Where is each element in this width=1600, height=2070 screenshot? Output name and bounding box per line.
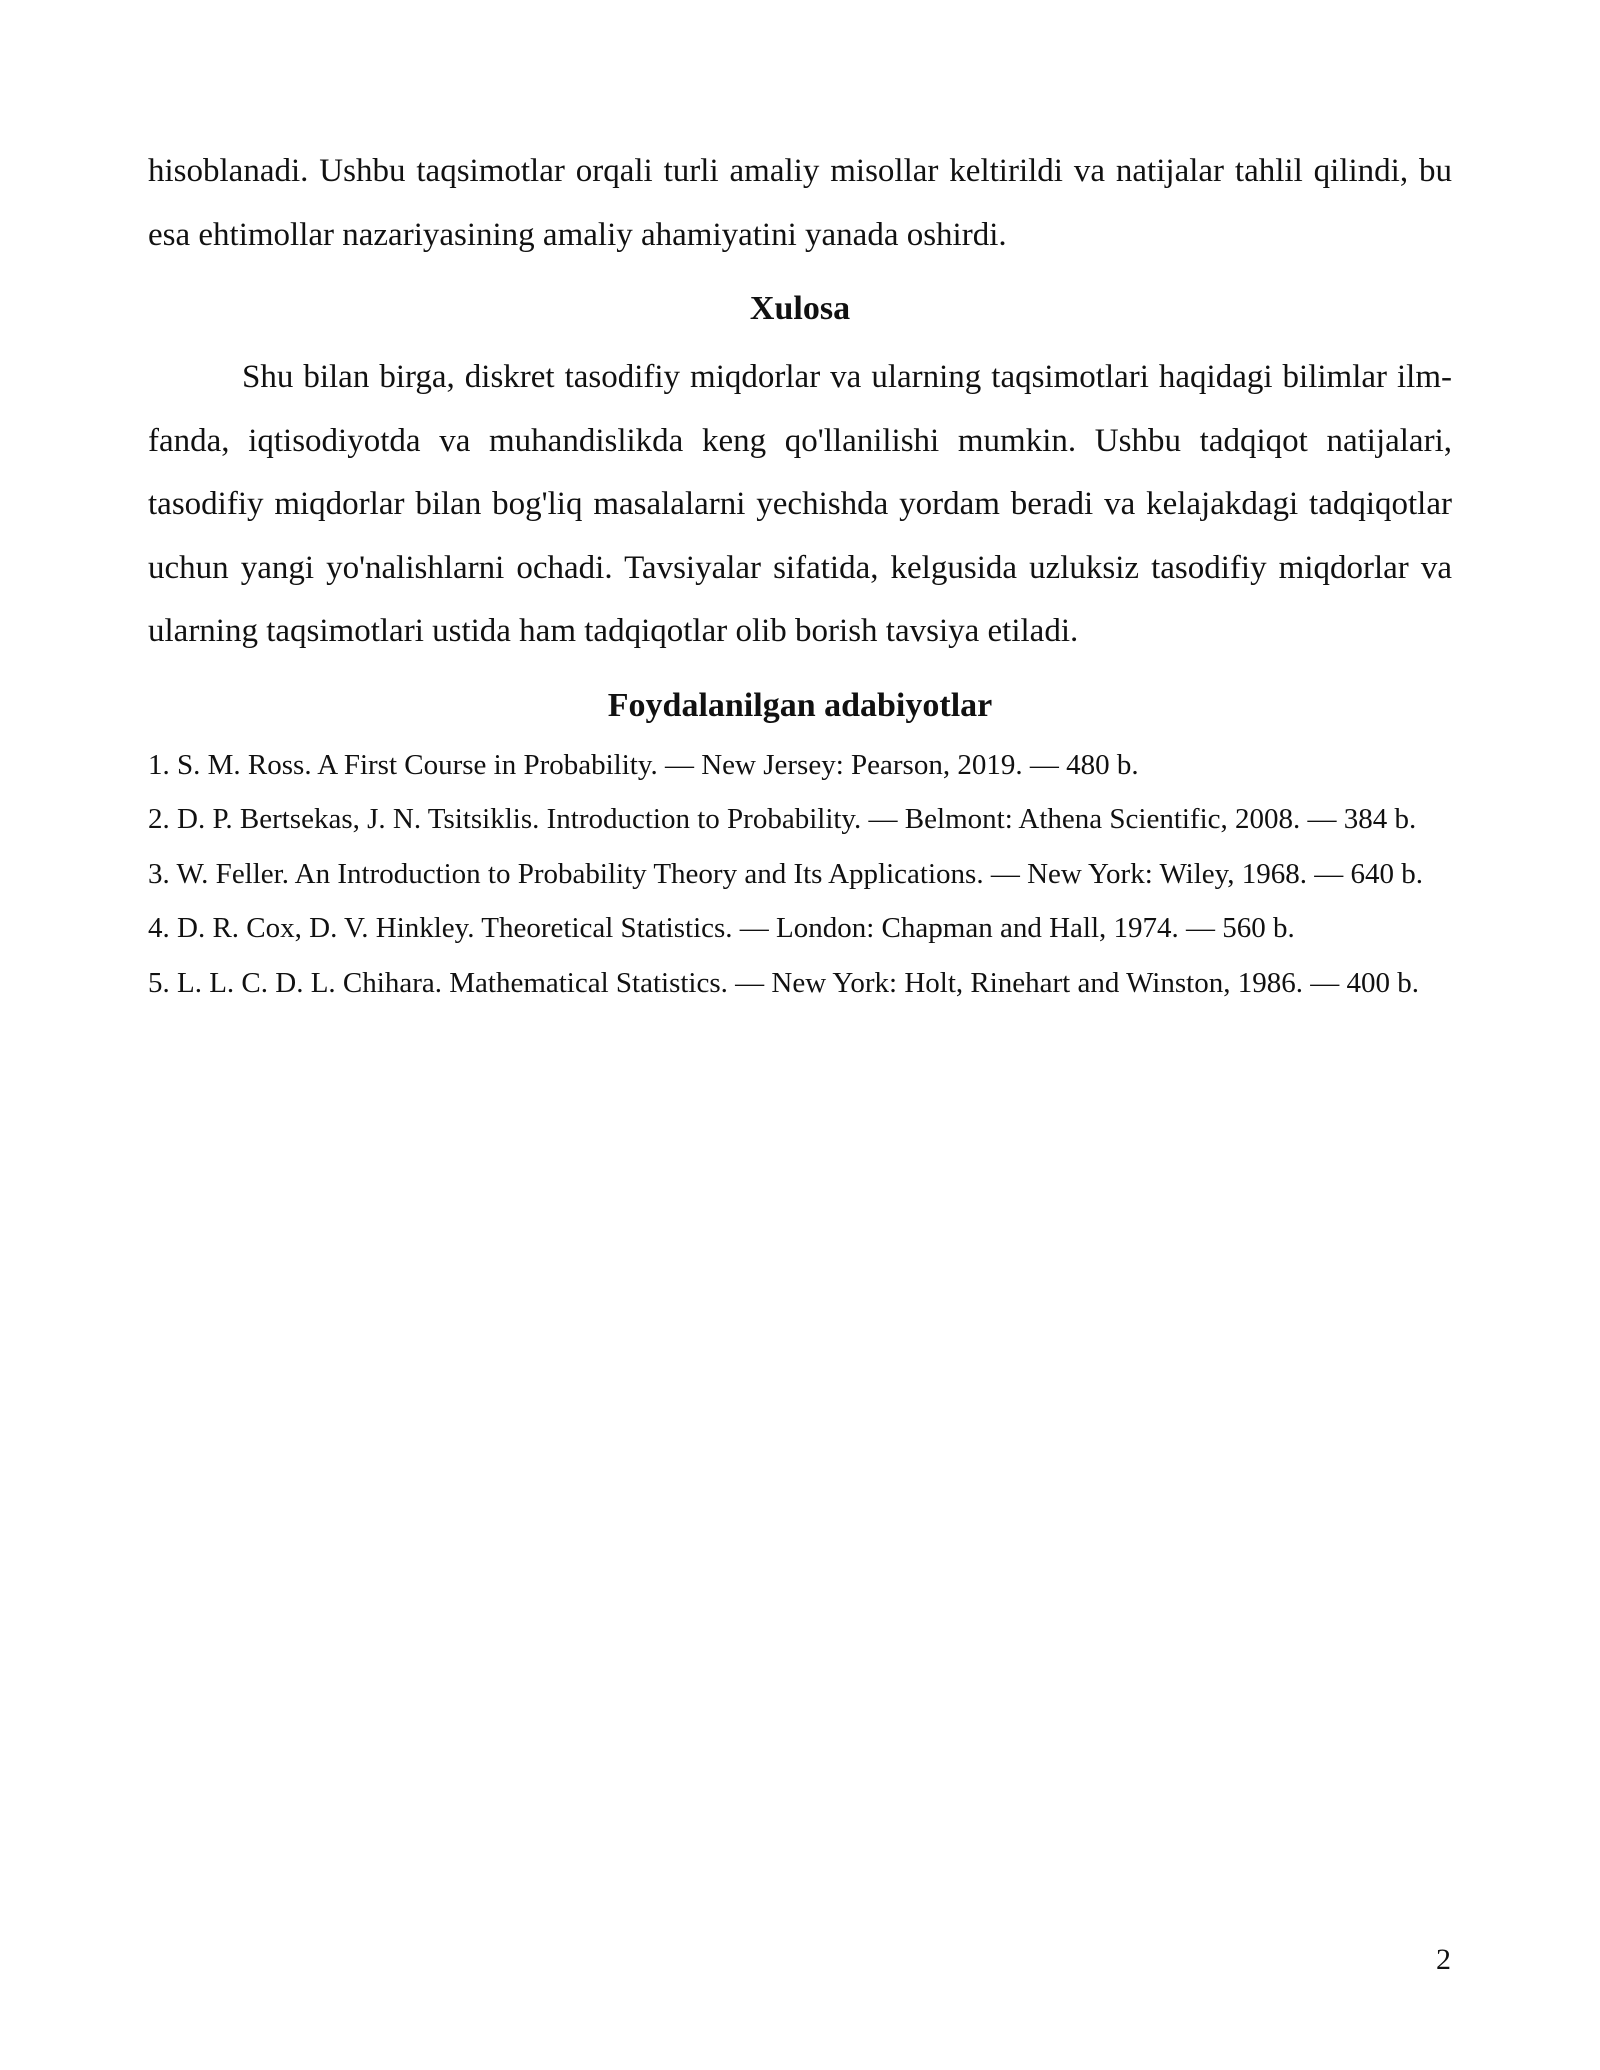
page-content bbox=[148, 140, 1452, 1010]
intro-paragraph: hisoblanadi. Ushbu taqsimotlar orqali turli amaliy misollar keltirildi va natijalar tahlil qilindi, bu esa ehtimollar nazariyasining amaliy ahamiyatini yanada oshirdi. bbox=[148, 153, 1452, 253]
reference-item: 3. W. Feller. An Introduction to Probability Theory and Its Applications. — New York: Wiley, 1968. — 640 b. bbox=[148, 857, 1424, 890]
references-list bbox=[148, 738, 1452, 1011]
conclusion-heading: Xulosa bbox=[749, 290, 851, 327]
conclusion-paragraph: Shu bilan birga, diskret tasodifiy miqdorlar va ularning taqsimotlari haqidagi bilimlar ilm-fanda, iqtisodiyotda va muhandislikda keng qo'llanilishi mumkin. Ushbu tadqiqot natijalari, tasodifiy miqdorlar bilan bog'liq masalalarni yechishda yordam beradi va kelajakdagi tadqiqotlar uchun yangi yo'nalishlarni ochadi. Tavsiyalar sifatida, kelgusida uzluksiz tasodifiy miqdorlar va ularning taqsimotlari ustida ham tadqiqotlar olib borish tavsiya etiladi. bbox=[148, 359, 1452, 649]
page-number: 2 bbox=[1436, 1943, 1451, 1976]
reference-item: 2. D. P. Bertsekas, J. N. Tsitsiklis. Introduction to Probability. — Belmont: Athena Scientific, 2008. — 384 b. bbox=[148, 803, 1417, 835]
reference-item: 5. L. L. C. D. L. Chihara. Mathematical Statistics. — New York: Holt, Rinehart and Winston, 1986. — 400 b. bbox=[148, 966, 1419, 999]
reference-item: 1. S. M. Ross. A First Course in Probability. — New Jersey: Pearson, 2019. — 480 b. bbox=[148, 748, 1139, 781]
reference-item: 4. D. R. Cox, D. V. Hinkley. Theoretical Statistics. — London: Chapman and Hall, 1974. — 560 b. bbox=[148, 912, 1295, 944]
references-heading: Foydalanilgan adabiyotlar bbox=[607, 686, 993, 724]
